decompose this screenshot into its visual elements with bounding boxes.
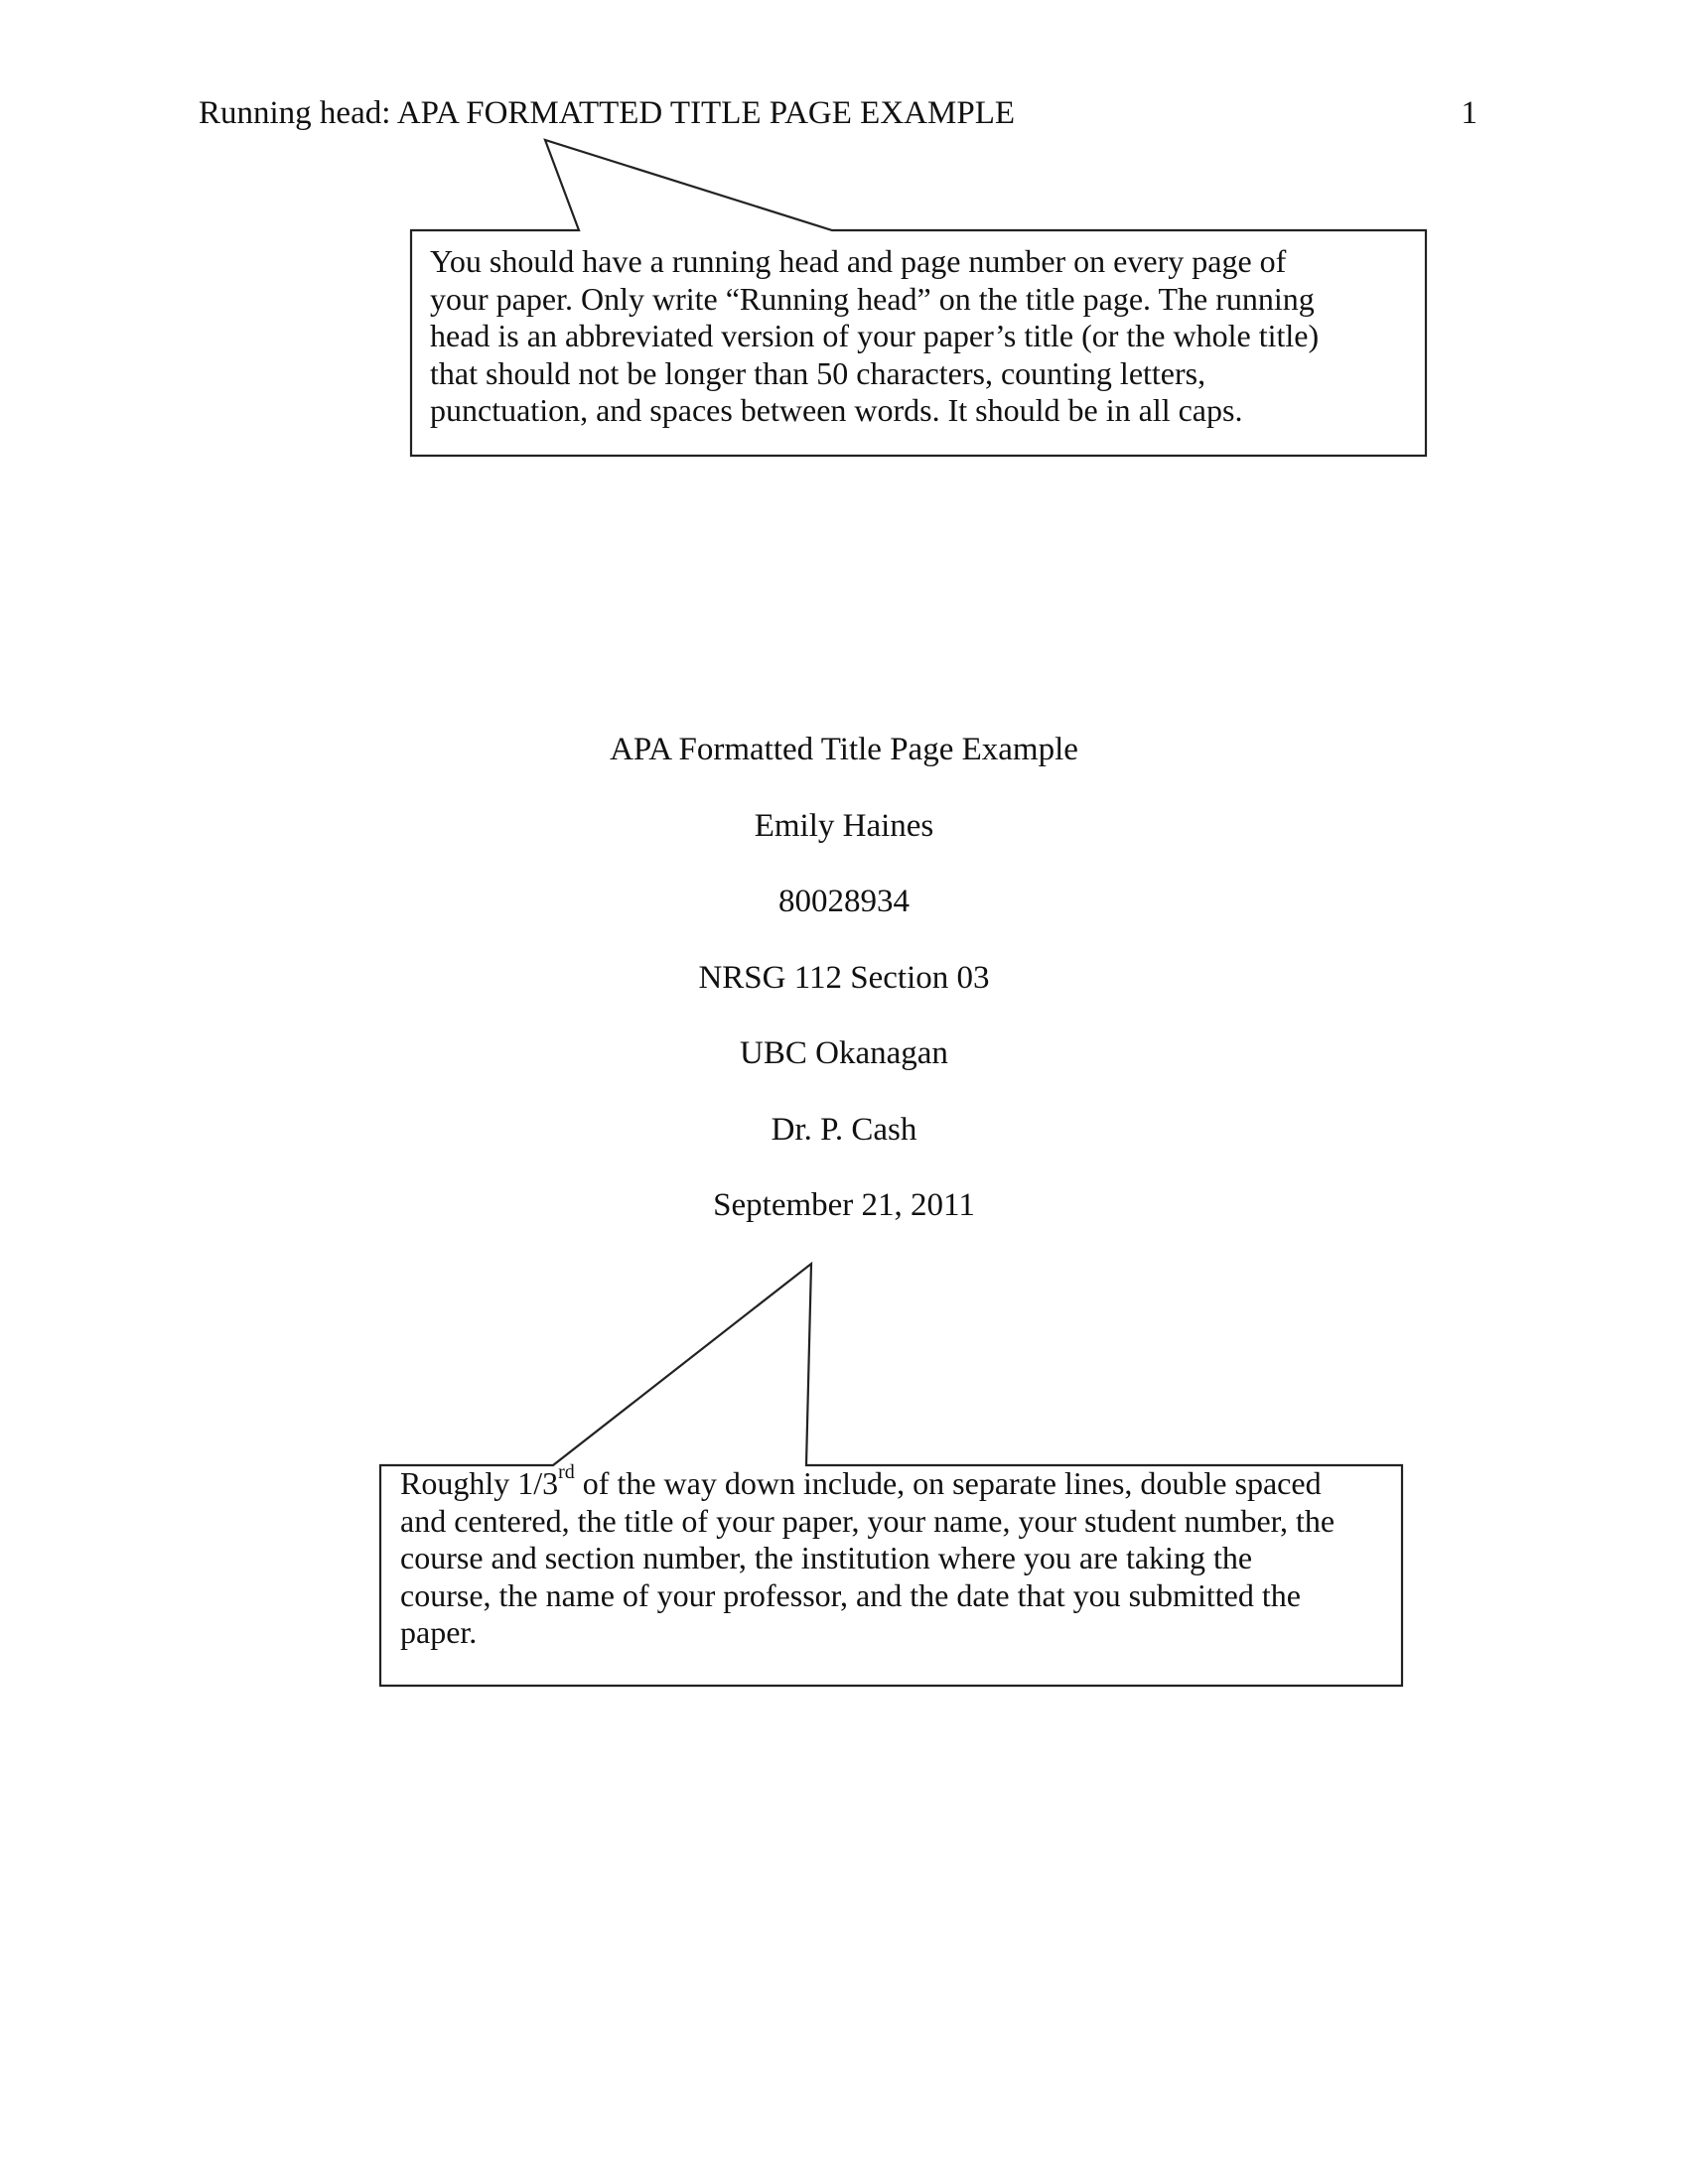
author-name: Emily Haines bbox=[754, 807, 934, 844]
paper-title: APA Formatted Title Page Example bbox=[610, 732, 1078, 767]
top-callout-line: You should have a running head and page number on every page of bbox=[430, 243, 1287, 279]
top-callout-text bbox=[430, 243, 1319, 430]
institution: UBC Okanagan bbox=[740, 1035, 948, 1071]
bottom-callout-line: course and section number, the institution where you are taking the bbox=[400, 1540, 1253, 1575]
bottom-callout-line bbox=[400, 1461, 1335, 1503]
bottom-callout-fraction: Roughly 1/3 bbox=[400, 1465, 559, 1501]
page-number: 1 bbox=[1461, 95, 1477, 131]
top-callout-line: head is an abbreviated version of your paper’s title (or the whole title) bbox=[430, 318, 1320, 353]
submission-date: September 21, 2011 bbox=[713, 1187, 975, 1223]
bottom-callout-text bbox=[400, 1461, 1336, 1652]
bottom-callout-line: and centered, the title of your paper, your name, your student number, the bbox=[400, 1502, 1336, 1539]
top-callout-line: punctuation, and spaces between words. It should be in all caps. bbox=[430, 392, 1243, 428]
running-head: Running head: APA FORMATTED TITLE PAGE EXAMPLE bbox=[199, 95, 1016, 131]
top-callout-line: your paper. Only write “Running head” on the title page. The running bbox=[430, 280, 1315, 317]
bottom-callout-superscript: rd bbox=[558, 1461, 575, 1483]
bottom-callout-line: paper. bbox=[400, 1614, 478, 1650]
professor-name: Dr. P. Cash bbox=[771, 1111, 917, 1148]
course-section: NRSG 112 Section 03 bbox=[698, 959, 990, 996]
bottom-callout-line1-rest: of the way down include, on separate lines, double spaced bbox=[574, 1465, 1322, 1501]
bottom-callout-line: course, the name of your professor, and the date that you submitted the bbox=[400, 1576, 1301, 1613]
title-page-block bbox=[0, 730, 1688, 1262]
top-callout-line: that should not be longer than 50 characters, counting letters, bbox=[430, 354, 1206, 391]
student-number: 80028934 bbox=[778, 884, 910, 919]
